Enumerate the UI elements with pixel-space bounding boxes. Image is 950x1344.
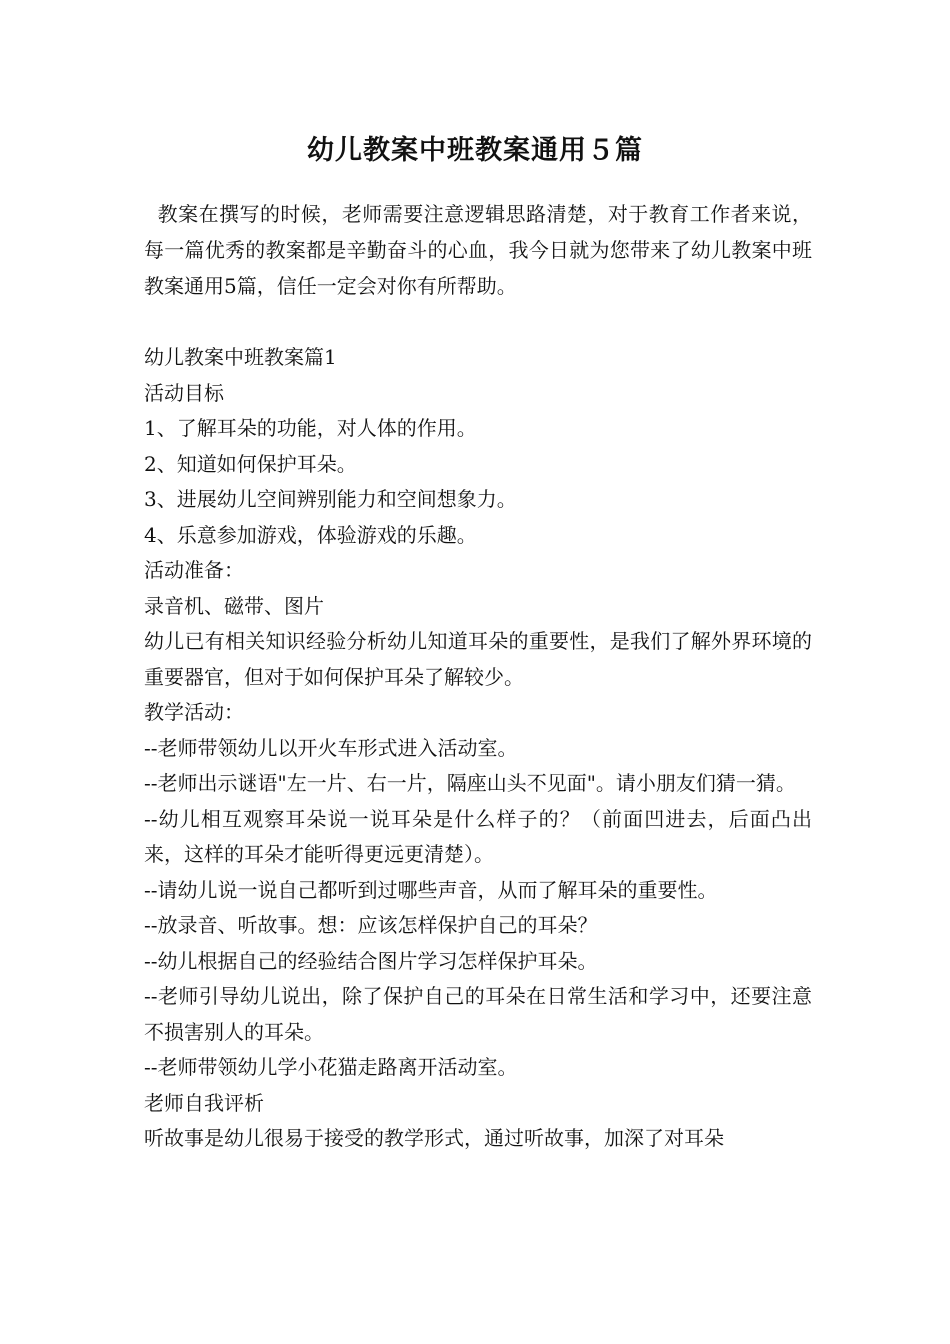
body-line: 活动目标: [144, 380, 224, 405]
body-line: --幼儿根据自己的经验结合图片学习怎样保护耳朵。: [144, 948, 598, 973]
body-line: --老师带领幼儿学小花猫走路离开活动室。: [144, 1055, 518, 1079]
body-line: 1、了解耳朵的功能，对人体的作用。: [144, 416, 477, 440]
body-line: 活动准备：: [144, 558, 244, 582]
body-line: 录音机、磁带、图片: [144, 593, 324, 618]
body-line: --老师引导幼儿说出，除了保护自己的耳朵在日常生活和学习中，还要注意不损害别人的耳朵。: [144, 984, 812, 1044]
body-line: 2、知道如何保护耳朵。: [144, 451, 357, 476]
intro-paragraph: [144, 196, 812, 304]
intro-text: 教案在撰写的时候，老师需要注意逻辑思路清楚，对于教育工作者来说，每一篇优秀的教案都是辛勤奋斗的心血，我今日就为您带来了幼儿教案中班教案通用5篇，信任一定会对你有所帮助。: [144, 202, 813, 298]
body-line: --老师出示谜语"左一片、右一片，隔座山头不见面"。请小朋友们猜一猜。: [144, 771, 796, 795]
body-line: 4、乐意参加游戏，体验游戏的乐趣。: [144, 522, 477, 547]
body-line: --请幼儿说一说自己都听到过哪些声音，从而了解耳朵的重要性。: [144, 877, 718, 902]
body-line: --老师带领幼儿以开火车形式进入活动室。: [144, 735, 518, 760]
body-line: 听故事是幼儿很易于接受的教学形式，通过听故事，加深了对耳朵: [144, 1126, 724, 1150]
body-line: --幼儿相互观察耳朵说一说耳朵是什么样子的？（前面凹进去，后面凸出来，这样的耳朵才能听得更远更清楚）。: [144, 806, 812, 866]
body-line: 老师自我评析: [144, 1090, 264, 1115]
body-line: 教学活动：: [144, 700, 244, 724]
document-title: 幼儿教案中班教案通用５篇: [307, 135, 643, 166]
document-body: [144, 340, 812, 1157]
body-line: 3、进展幼儿空间辨别能力和空间想象力。: [144, 487, 517, 511]
body-line: --放录音、听故事。想：应该怎样保护自己的耳朵？: [144, 913, 598, 937]
body-line: 幼儿已有相关知识经验分析幼儿知道耳朵的重要性，是我们了解外界环境的重要器官，但对于如何保护耳朵了解较少。: [144, 629, 812, 689]
section-heading: 幼儿教案中班教案篇1: [144, 345, 337, 369]
